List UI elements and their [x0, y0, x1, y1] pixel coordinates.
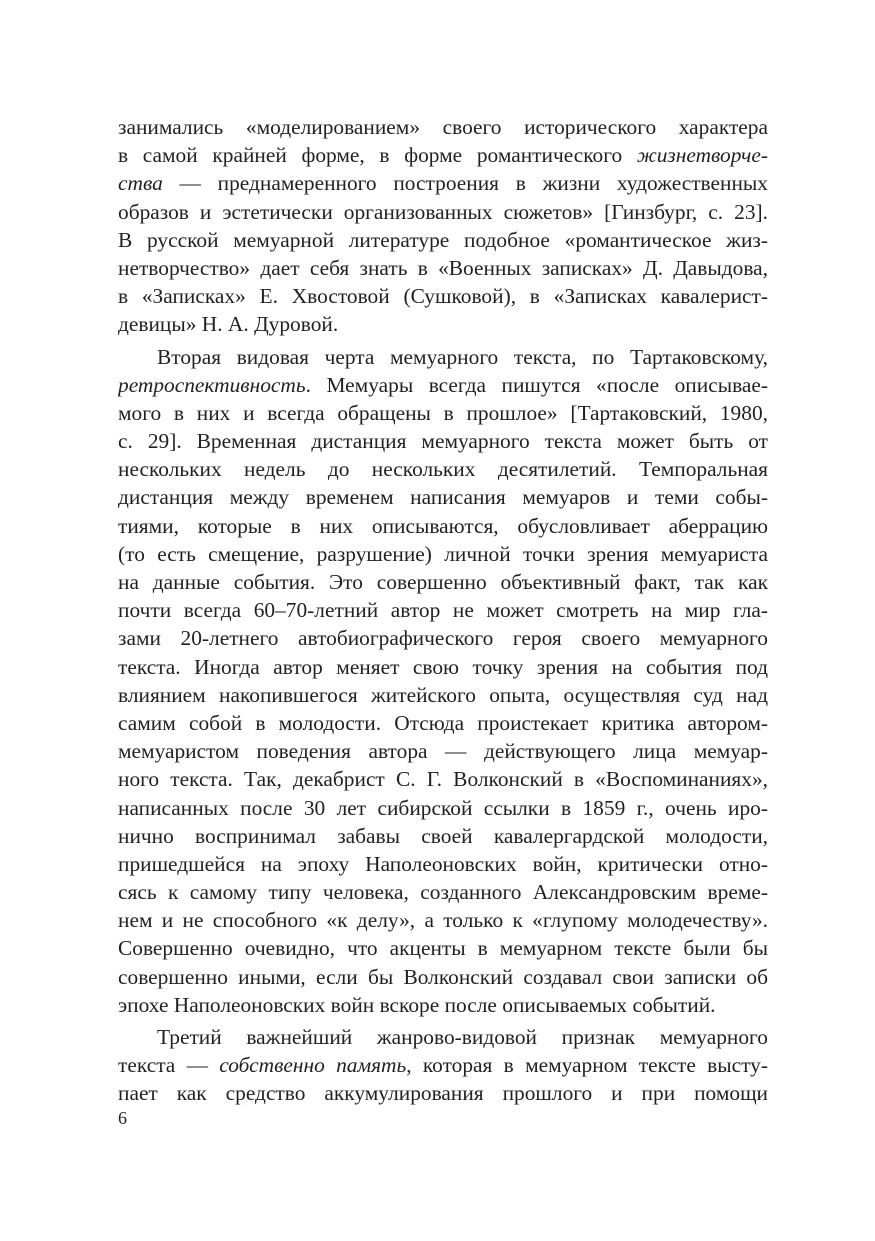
text-run: с. 29]. Временная дистанция мемуарного текста может быть от — [118, 429, 768, 454]
text-run: на данные события. Это совершенно объективный факт, так как — [118, 570, 768, 594]
text-run: мемуаристом поведения автора — действующего лица мемуар- — [118, 739, 768, 764]
text-run: нично воспринимал забавы своей кавалергардской молодости, — [118, 823, 768, 848]
text-run: тиями, которые в них описываются, обусловливает аберрацию — [118, 513, 768, 538]
text-line — [118, 934, 768, 962]
text-run: , которая в мемуарном тексте высту- — [406, 1053, 768, 1078]
text-run: мого в них и всегда обращены в прошлое» [Тартаковский, 1980, — [118, 400, 768, 425]
text-line — [118, 310, 768, 338]
text-line — [118, 653, 768, 681]
text-line — [118, 624, 768, 652]
text-run: дистанция между временем написания мемуаров и теми собы- — [118, 485, 768, 510]
text-line — [118, 794, 768, 822]
text-line — [118, 568, 768, 596]
text-line — [118, 906, 768, 934]
text-line — [118, 198, 768, 226]
text-run: Совершенно очевидно, что акценты в мемуарном тексте были бы — [118, 936, 768, 961]
text-line — [118, 254, 768, 282]
page-number: 6 — [118, 1108, 127, 1128]
text-run: ного текста. Так, декабрист С. Г. Волконский в «Воспоминаниях», — [118, 767, 768, 792]
text-run: В русской мемуарной литературе подобное «романтическое жиз- — [118, 227, 768, 252]
text-run: самим собой в молодости. Отсюда проистекает критика автором- — [118, 710, 768, 735]
text-run: — преднамеренного построения в жизни художественных — [162, 171, 768, 196]
body-text — [118, 113, 768, 1108]
text-line — [118, 512, 768, 540]
text-run: в самой крайней форме, в форме романтического — [118, 143, 637, 168]
text-line — [118, 169, 768, 197]
paragraph — [118, 113, 768, 339]
text-line — [118, 371, 768, 399]
text-run: нем и не способного «к делу», а только к «глупому молодечеству». — [118, 908, 768, 933]
text-run: . Мемуары всегда пишутся «после описывае- — [305, 372, 768, 397]
text-line — [118, 540, 768, 568]
text-line — [118, 709, 768, 737]
text-line — [118, 1079, 768, 1107]
italic-term: собственно память — [219, 1053, 407, 1078]
text-run: девицы» Н. А. Дуровой. — [118, 312, 339, 337]
text-line — [118, 483, 768, 511]
text-line — [118, 399, 768, 427]
text-run: сясь к самому типу человека, созданного Александровским време- — [118, 880, 768, 905]
text-run: Вторая видовая черта мемуарного текста, по Тартаковскому, — [157, 344, 768, 369]
text-run: (то есть смещение, разрушение) личной точки зрения мемуариста — [118, 541, 768, 566]
italic-term: ства — [118, 171, 163, 196]
paragraph — [118, 1023, 768, 1108]
text-line — [118, 226, 768, 254]
text-line — [118, 850, 768, 878]
text-line — [118, 822, 768, 850]
text-run: пришедшейся на эпоху Наполеоновских войн, критически отно- — [118, 851, 768, 876]
text-run: написанных после 30 лет сибирской ссылки в 1859 г., очень иро- — [118, 795, 768, 820]
text-line — [118, 681, 768, 709]
text-line — [118, 878, 768, 906]
italic-term: ретроспективность — [118, 372, 306, 397]
text-run: зами 20-летнего автобиографического героя своего мемуарного — [118, 626, 768, 651]
text-run: нетворчество» дает себя знать в «Военных записках» Д. Давыдова, — [118, 255, 768, 280]
text-line — [118, 282, 768, 310]
text-run: занимались «моделированием» своего исторического характера — [118, 115, 768, 139]
text-run: текста — — [118, 1053, 220, 1078]
text-line — [118, 765, 768, 793]
text-run: влиянием накопившегося житейского опыта, осуществляя суд над — [118, 682, 768, 707]
text-line — [118, 1023, 768, 1051]
text-run: образов и эстетически организованных сюжетов» [Гинзбург, с. 23]. — [118, 199, 768, 224]
text-run: нескольких недель до нескольких десятилетий. Темпоральная — [118, 457, 768, 482]
text-run: эпохе Наполеоновских войн вскоре после описываемых событий. — [118, 992, 716, 1017]
text-line — [118, 1051, 768, 1079]
text-line — [118, 113, 768, 141]
text-line — [118, 963, 768, 991]
text-run: совершенно иными, если бы Волконский создавал свои записки об — [118, 964, 768, 989]
text-line — [118, 141, 768, 169]
text-run: текста. Иногда автор меняет свою точку зрения на события под — [118, 654, 768, 679]
text-run: пает как средство аккумулирования прошлого и при помощи — [118, 1081, 768, 1106]
text-run: Третий важнейший жанрово-видовой признак мемуарного — [157, 1025, 768, 1049]
text-line — [118, 343, 768, 371]
text-run: в «Записках» Е. Хвостовой (Сушковой), в «Записках кавалерист- — [118, 284, 768, 309]
text-line — [118, 455, 768, 483]
text-line — [118, 737, 768, 765]
italic-term: жизнетворче- — [636, 143, 768, 168]
text-line — [118, 596, 768, 624]
paragraph — [118, 343, 768, 1020]
text-line — [118, 991, 768, 1019]
text-line — [118, 427, 768, 455]
text-run: почти всегда 60–70-летний автор не может смотреть на мир гла- — [118, 598, 768, 623]
